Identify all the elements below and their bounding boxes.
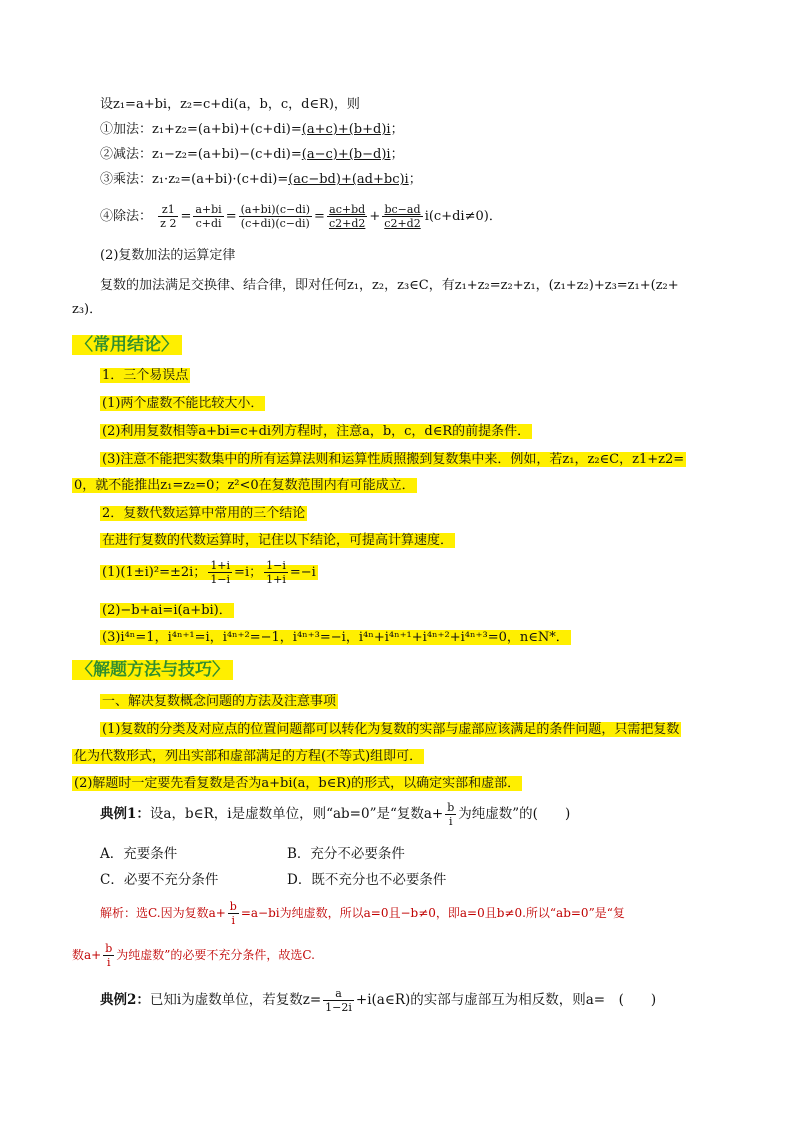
- example2-question: 典例2：已知i为虚数单位，若复数z= $\frac{a}{1-2i}$ +i(a∈R)的实部与虚部互为相反数，则a= ( ): [100, 987, 657, 1014]
- example1-solution-line1: 解析：选C.因为复数a+ $\frac{b}{i}$ =a−bi为纯虚数，所以a=0且−b≠0，即a=0且b≠0.所以“ab=0”是“复: [100, 900, 625, 927]
- ops-intro: 设z₁=a+bi，z₂=c+di(a，b，c，d∈R)，则: [100, 97, 360, 112]
- law-line-2: z₃)．: [72, 302, 103, 317]
- multiplication-line: ③乘法：z₁·z₂=(a+bi)·(c+di)=(ac−bd)+(ad+bc)i；: [100, 172, 422, 187]
- law-heading: (2)复数加法的运算定律: [100, 248, 236, 263]
- conclusion-p2: (2)利用复数相等a+bi=c+di列方程时，注意a，b，c，d∈R的前提条件．: [102, 424, 531, 439]
- method-p1b: 化为代数形式，列出实部和虚部满足的方程(不等式)组即可．: [74, 749, 423, 764]
- section-title-methods: 〈解题方法与技巧〉: [72, 655, 233, 680]
- subtraction-result: (a−c)+(b−d)i: [301, 147, 391, 162]
- multiplication-result: (ac−bd)+(ad+bc)i: [288, 172, 409, 187]
- subheading-error-points: 1．三个易误点: [102, 368, 189, 383]
- division-fraction-5: $\frac{bc-ad}{c2+d2}$: [384, 203, 421, 230]
- division-fraction-3: $\frac{(a+bi)(c-di)}{(c+di)(c-di)}$: [240, 203, 311, 230]
- subheading-three-conclusions: 2．复数代数运算中常用的三个结论: [102, 506, 306, 521]
- addition-line: ①加法：z₁+z₂=(a+bi)+(c+di)=(a+c)+(b+d)i；: [100, 122, 404, 137]
- division-fraction-1: $\frac{z1}{z 2}$: [160, 203, 177, 230]
- conclusion-p1: (1)两个虚数不能比较大小．: [102, 396, 264, 411]
- example1-question: 典例1：设a，b∈R，i是虚数单位，则“ab=0”是“复数a+ $\frac{b}{i}$ 为纯虚数”的( ): [100, 801, 571, 828]
- example1-option-a: A．充要条件: [100, 846, 178, 862]
- addition-result: (a+c)+(b+d)i: [301, 122, 391, 137]
- method-p1a: (1)复数的分类及对应点的位置问题都可以转化为复数的实部与虚部应该满足的条件问题，只需把复数: [102, 722, 680, 737]
- example1-option-d: D．既不充分也不必要条件: [287, 872, 447, 888]
- conclusion-c3: (3)i⁴ⁿ=1，i⁴ⁿ⁺¹=i，i⁴ⁿ⁺²=−1，i⁴ⁿ⁺³=−i，i⁴ⁿ+i⁴ⁿ⁺¹+i⁴ⁿ⁺²+i⁴ⁿ⁺³=0，n∈N*．: [102, 630, 569, 645]
- method-heading: 一、解决复数概念问题的方法及注意事项: [102, 694, 337, 709]
- division-fraction-4: $\frac{ac+bd}{c2+d2}$: [328, 203, 366, 230]
- conclusion-c2: (2)−b+ai=i(a+bi)．: [102, 603, 232, 618]
- conclusion-p3b: 0，就不能推出z₁=z₂=0；z²<0在复数范围内有可能成立．: [74, 478, 415, 493]
- conclusion-intro: 在进行复数的代数运算时，记住以下结论，可提高计算速度．: [102, 533, 454, 548]
- method-p2: (2)解题时一定要先看复数是否为a+bi(a，b∈R)的形式，以确定实部和虚部．: [74, 776, 521, 791]
- subtraction-line: ②减法：z₁−z₂=(a+bi)−(c+di)=(a−c)+(b−d)i；: [100, 147, 404, 162]
- division-fraction-2: $\frac{a+bi}{c+di}$: [195, 203, 222, 230]
- division-line: ④除法： $\frac{z1}{z 2}$ = $\frac{a+bi}{c+di}$ = $\frac{(a+bi)(c-di)}{(c+di)(c-di)}$ = $\frac{ac+bd}{c2+d2}$ + $\frac{bc-ad}{c2+d2}$ i(c+di≠0)．: [100, 203, 502, 230]
- conclusion-p3a: (3)注意不能把实数集中的所有运算法则和运算性质照搬到复数集中来．例如，若z₁，z₂∈C，z1+z2=: [102, 452, 685, 467]
- example1-solution-line2: 数a+ $\frac{b}{i}$ 为纯虚数”的必要不充分条件，故选C.: [72, 942, 315, 969]
- example1-option-b: B．充分不必要条件: [287, 846, 405, 862]
- law-line-1: 复数的加法满足交换律、结合律，即对任何z₁，z₂，z₃∈C，有z₁+z₂=z₂+z₁，(z₁+z₂)+z₃=z₁+(z₂+: [100, 278, 679, 293]
- example1-option-c: C．必要不充分条件: [100, 872, 219, 888]
- conclusion-c1: (1)(1±i)²=±2i； $\frac{1+i}{1-i}$ =i； $\frac{1-i}{1+i}$ =−i: [102, 559, 316, 586]
- section-title-conclusions: 〈常用结论〉: [72, 330, 182, 355]
